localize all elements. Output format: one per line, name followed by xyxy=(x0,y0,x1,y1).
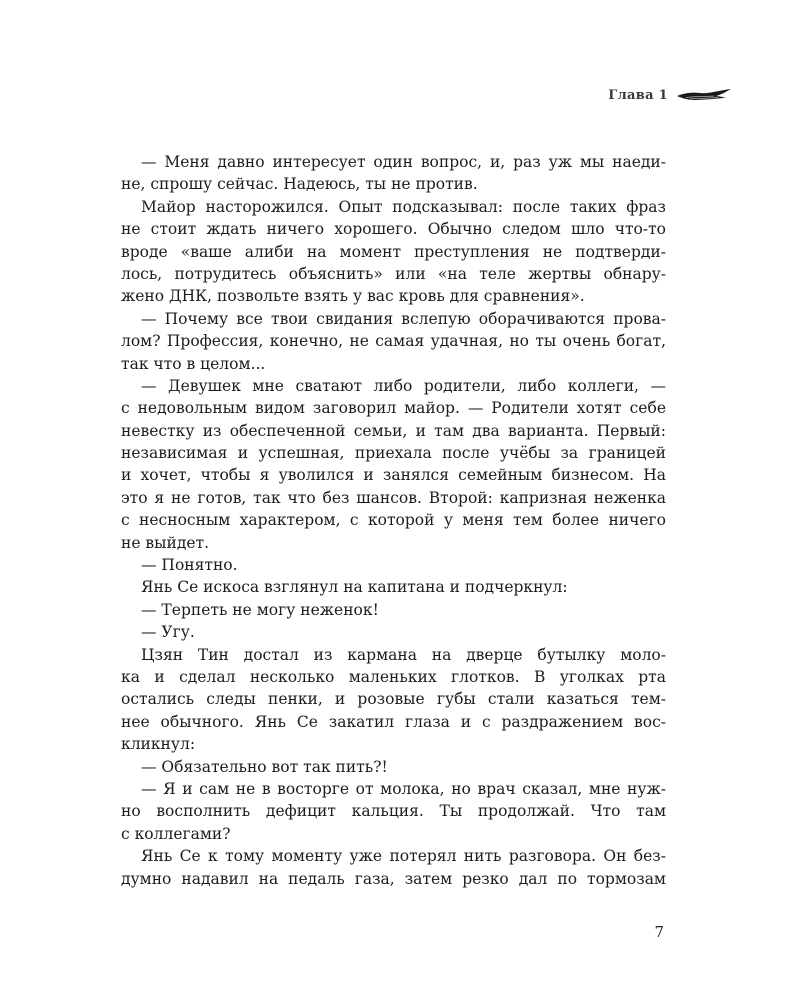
body-text xyxy=(121,151,666,890)
text-line: — Терпеть не могу неженок! xyxy=(141,600,379,619)
text-line: независимая и успешная, приехала после учёбы за границей xyxy=(121,444,666,463)
text-line: вроде «ваше алиби на момент преступления не подтверди- xyxy=(121,242,666,261)
page-number: 7 xyxy=(654,923,664,941)
text-line: ка и сделал несколько маленьких глотков. В уголках рта xyxy=(121,667,666,686)
text-line: не выйдет. xyxy=(121,533,210,552)
text-line: остались следы пенки, и розовые губы стали казаться тем- xyxy=(121,690,666,709)
chapter-label: Глава 1 xyxy=(608,87,668,103)
text-line: Янь Се к тому моменту уже потерял нить разговора. Он без- xyxy=(141,847,666,866)
text-line: это я не готов, так что без шансов. Второй: капризная неженка xyxy=(121,488,666,507)
text-line: лось, потрудитесь объяснить» или «на теле жертвы обнару- xyxy=(121,264,666,283)
text-line: — Угу. xyxy=(141,623,195,642)
text-line: лом? Профессия, конечно, не самая удачная, но ты очень богат, xyxy=(121,332,666,351)
text-line: — Меня давно интересует один вопрос, и, раз уж мы наеди- xyxy=(141,153,666,171)
text-line: не, спрошу сейчас. Надеюсь, ты не против. xyxy=(121,175,478,194)
text-line: с коллегами? xyxy=(121,824,231,843)
text-line: так что в целом... xyxy=(121,354,266,373)
text-line: и хочет, чтобы я уволился и занялся семейным бизнесом. На xyxy=(121,466,666,485)
brush-stroke-icon xyxy=(676,87,732,103)
text-line: Янь Се искоса взглянул на капитана и подчеркнул: xyxy=(141,578,568,597)
text-line: кликнул: xyxy=(121,735,196,754)
text-line: — Почему все твои свидания вслепую оборачиваются прова- xyxy=(141,309,666,328)
text-line: — Обязательно вот так пить?! xyxy=(141,757,388,776)
text-line: не стоит ждать ничего хорошего. Обычно следом шло что-то xyxy=(121,220,666,239)
text-line: с недовольным видом заговорил майор. — Родители хотят себе xyxy=(121,399,666,418)
text-line: невестку из обеспеченной семьи, и там два варианта. Первый: xyxy=(121,421,666,440)
running-head xyxy=(560,84,732,106)
text-line: думно надавил на педаль газа, затем резко дал по тормозам xyxy=(121,869,666,888)
text-line: — Понятно. xyxy=(141,556,238,575)
text-line: — Я и сам не в восторге от молока, но врач сказал, мне нуж- xyxy=(141,779,666,798)
text-line: но восполнить дефицит кальция. Ты продолжай. Что там xyxy=(121,802,666,821)
text-line: с несносным характером, с которой у меня тем более ничего xyxy=(121,511,666,530)
text-line: — Девушек мне сватают либо родители, либо коллеги, — xyxy=(141,376,666,395)
text-line: жено ДНК, позвольте взять у вас кровь для сравнения». xyxy=(121,287,585,306)
text-line: Цзян Тин достал из кармана на дверце бутылку моло- xyxy=(141,645,666,664)
text-line: нее обычного. Янь Се закатил глаза и с раздражением вос- xyxy=(121,712,666,731)
text-line: Майор насторожился. Опыт подсказывал: после таких фраз xyxy=(141,197,666,216)
